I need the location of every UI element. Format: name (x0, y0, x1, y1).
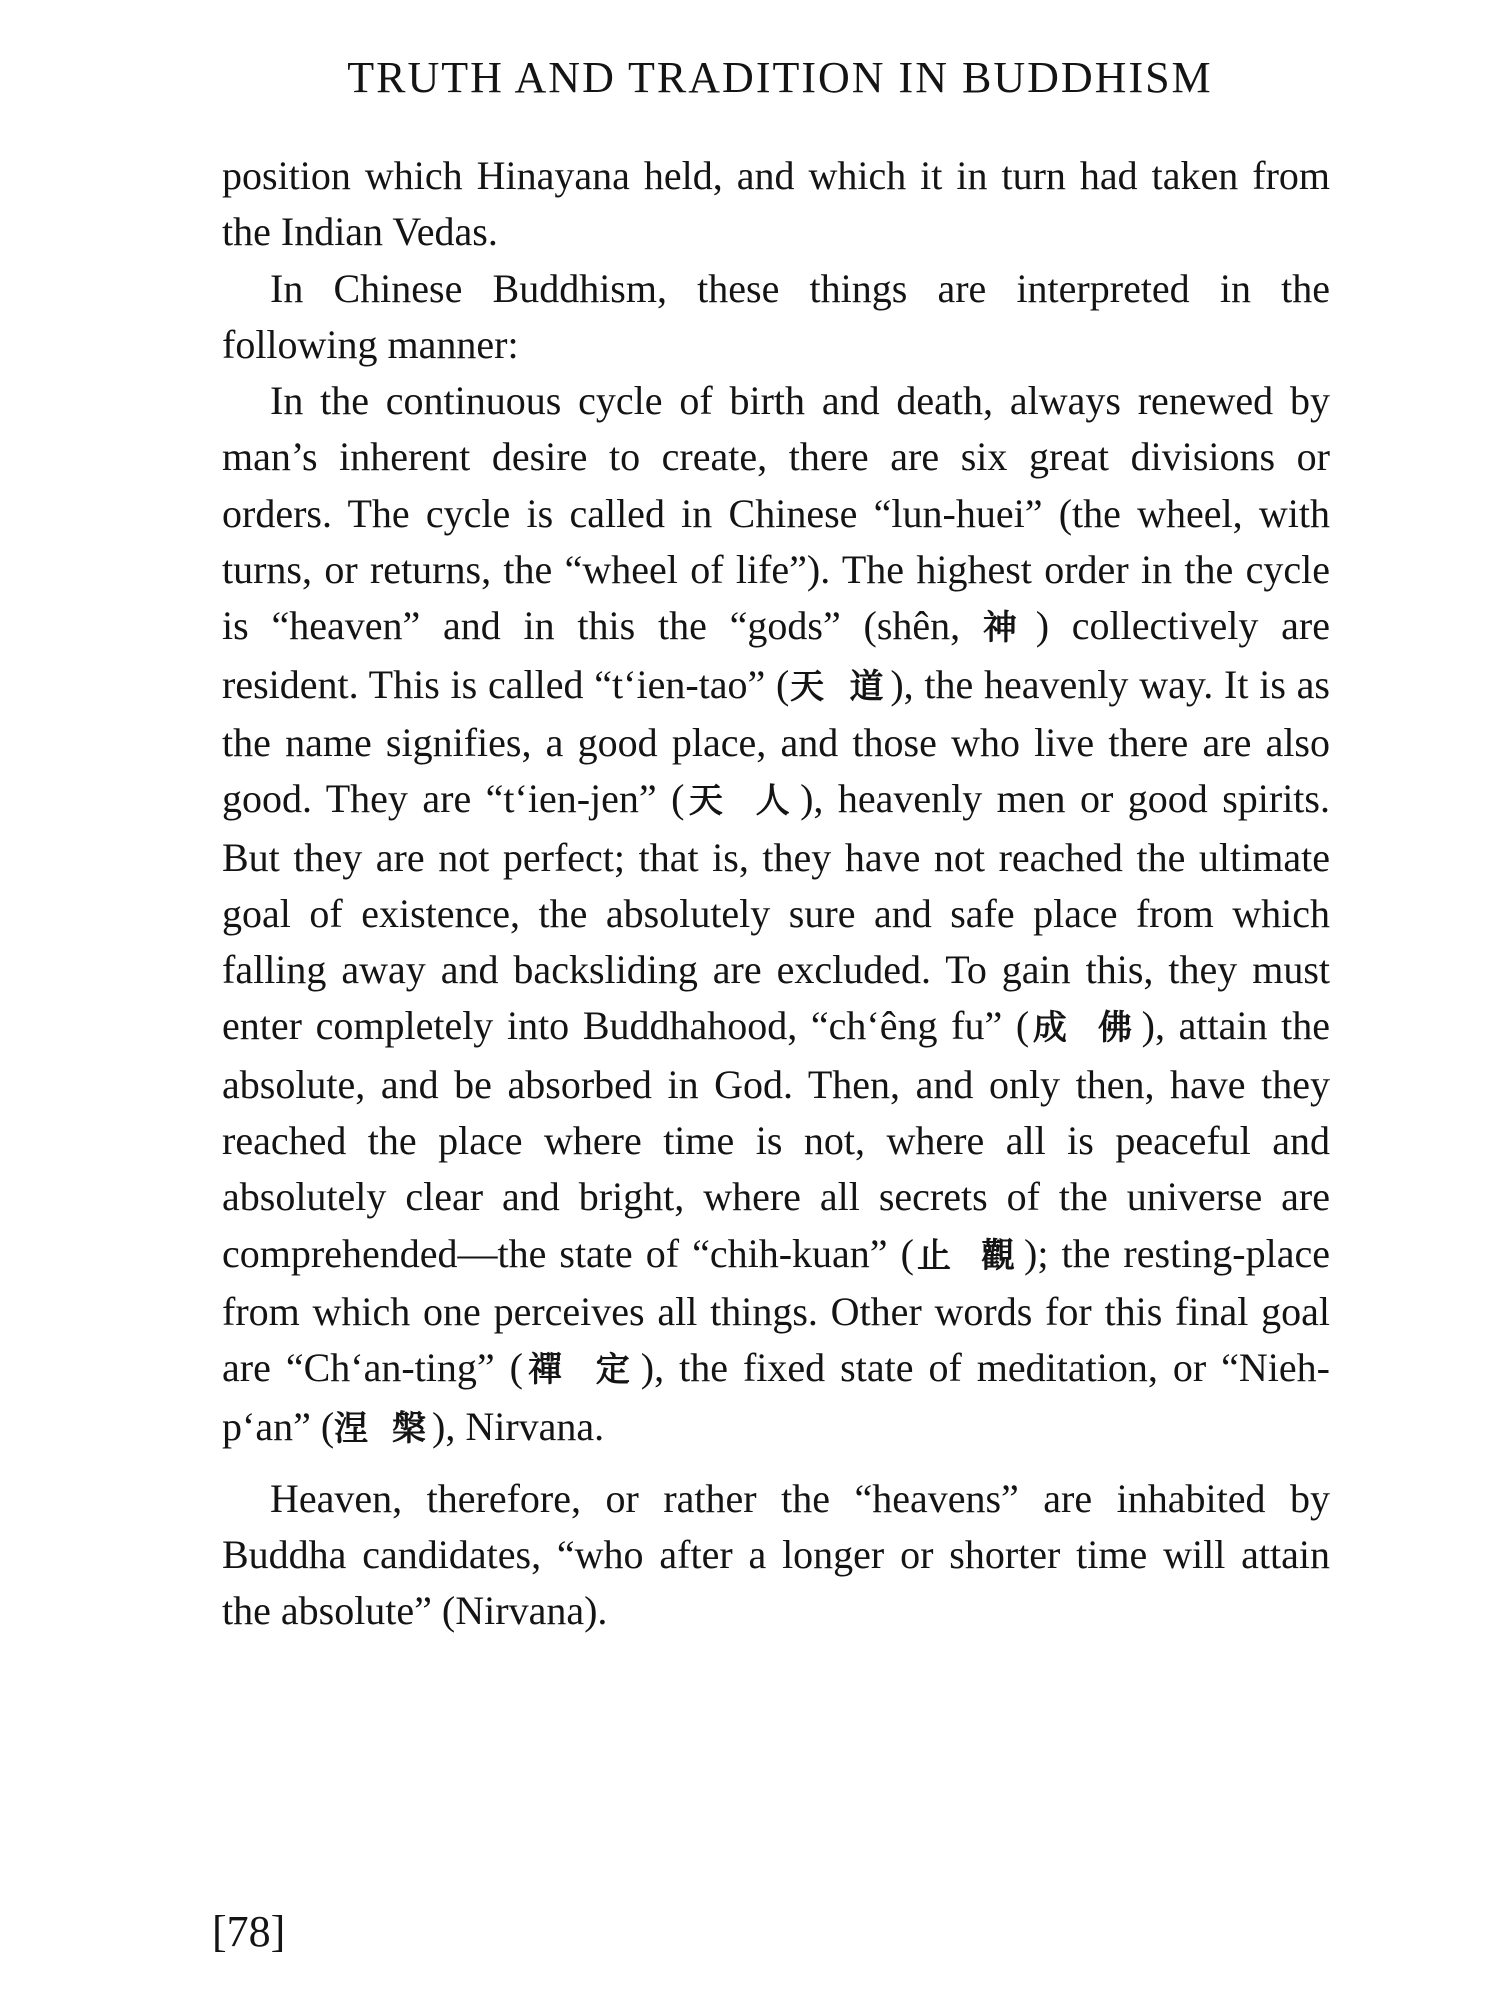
chinese-characters-chan-ting: 禪 定 (522, 1350, 641, 1391)
chinese-characters-tien-jen: 天 人 (684, 781, 801, 822)
text-segment: ), Nirvana. (432, 1403, 605, 1449)
chinese-characters-chih-kuan: 止 觀 (913, 1235, 1024, 1276)
chinese-characters-cheng-fu: 成 佛 (1029, 1008, 1142, 1049)
paragraph-chinese-buddhism: In Chinese Buddhism, these things are interpreted in the following manner: (222, 265, 1330, 367)
text-segment: In the continuous cycle of birth and death, always renewed by man’s inherent desire to create, there are six great divisions or orders. The cycle is called in Chinese “lun-huei” (the wheel, with turns, or returns, the “wheel of life”). The highest order in the cycle is “heaven” and in this the “gods” (shên, (222, 378, 1330, 649)
running-head-title: TRUTH AND TRADITION IN BUDDHISM (347, 53, 1213, 102)
text-segment: ), the fixed state of meditation, or “Nieh-p‘an” ( (222, 1345, 1330, 1449)
paragraph-continued: position which Hinayana held, and which it in turn had taken from the Indian Vedas. (222, 153, 1330, 255)
paragraph-cycle-of-birth (222, 373, 1330, 1457)
chinese-characters-shen: 神 (982, 608, 1036, 649)
paragraph-heavens: Heaven, therefore, or rather the “heavens” are inhabited by Buddha candidates, “who after a longer or shorter time will attain the absolute” (Nirvana). (222, 1475, 1330, 1634)
text-segment: ), attain the absolute, and be absorbed in God. Then, and only then, have they reached the place where time is not, where all is peaceful and absolutely clear and bright, where all secrets of the universe are comprehended—the state of “chih-kuan” ( (222, 1003, 1330, 1276)
chinese-characters-tien-tao: 天 道 (789, 666, 891, 707)
page-number: [78] (212, 1907, 286, 1956)
text-segment: ) collectively are resident. This is called “t‘ien-tao” ( (222, 603, 1330, 707)
body-text (222, 148, 1330, 1640)
text-segment: ); the resting-place from which one perceives all things. Other words for this final goal are “Ch‘an-ting” ( (222, 1230, 1330, 1391)
text-segment: ), the heavenly way. It is as the name signifies, a good place, and those who live there are also good. They are “t‘ien-jen” ( (222, 661, 1330, 822)
chinese-characters-nieh-pan: 涅 槃 (334, 1408, 432, 1449)
text-segment: ), heavenly men or good spirits. But they are not perfect; that is, they have not reached the ultimate goal of existence, the absolutely sure and safe place from which falling away and backsliding are excluded. To gain this, they must enter completely into Buddhahood, “ch‘êng fu” ( (222, 776, 1330, 1049)
